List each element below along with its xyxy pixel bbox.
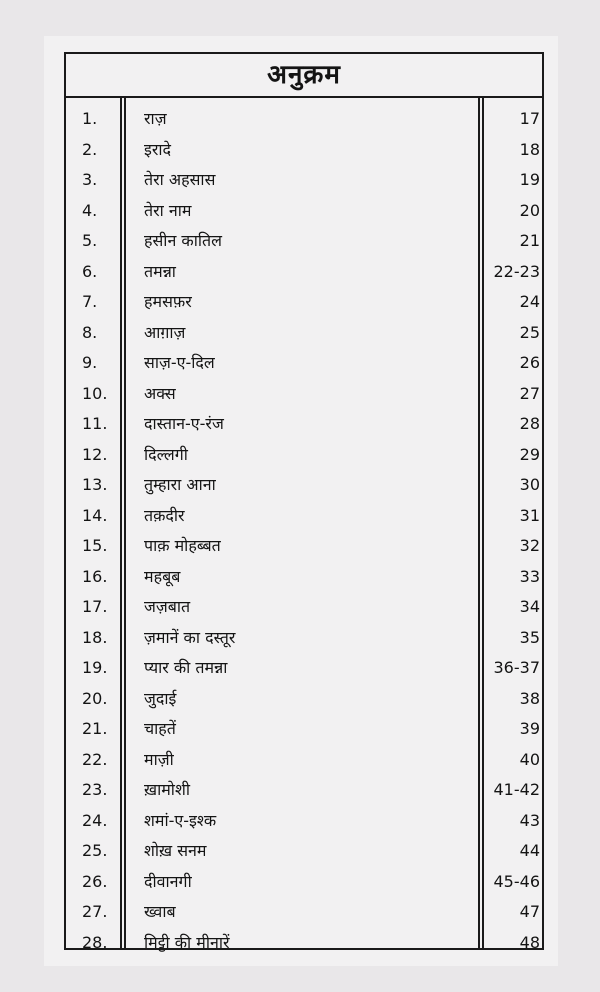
toc-entry bbox=[66, 196, 542, 227]
entry-page-number: 39 bbox=[519, 719, 540, 738]
toc-entry bbox=[66, 836, 542, 867]
entry-number: 6. bbox=[82, 261, 98, 281]
entry-title: इरादे bbox=[144, 139, 172, 159]
entry-page-number: 36-37 bbox=[493, 658, 540, 677]
toc-entry bbox=[66, 104, 542, 135]
toc-entry bbox=[66, 897, 542, 928]
entry-page-number: 19 bbox=[519, 170, 540, 189]
entry-number: 4. bbox=[82, 200, 98, 220]
toc-entry bbox=[66, 714, 542, 745]
toc-entry bbox=[66, 928, 542, 959]
entry-number: 7. bbox=[82, 292, 98, 311]
entry-title: शमां-ए-इश्क bbox=[144, 810, 217, 830]
entry-number: 3. bbox=[82, 170, 98, 189]
entry-number: 12. bbox=[82, 444, 108, 464]
toc-entry bbox=[66, 592, 542, 623]
entry-page-number: 27 bbox=[519, 383, 540, 403]
entry-number: 17. bbox=[82, 597, 108, 616]
entry-number: 16. bbox=[82, 566, 108, 586]
entry-page-number: 32 bbox=[519, 536, 540, 555]
entry-title: मिट्टी की मीनारें bbox=[144, 932, 230, 952]
entry-title: दास्तान-ए-रंज bbox=[144, 414, 224, 433]
entry-title: साज़-ए-दिल bbox=[144, 353, 215, 372]
entry-page-number: 34 bbox=[519, 597, 540, 616]
entry-page-number: 44 bbox=[519, 841, 540, 860]
entry-page-number: 31 bbox=[519, 505, 540, 525]
entry-title: हमसफ़र bbox=[144, 292, 192, 311]
entry-page-number: 25 bbox=[519, 322, 540, 342]
toc-heading: अनुक्रम bbox=[66, 54, 542, 98]
entry-title: आग़ाज़ bbox=[144, 322, 186, 342]
entry-page-number: 38 bbox=[519, 688, 540, 708]
entry-title: प्यार की तमन्ना bbox=[144, 658, 228, 677]
toc-entry bbox=[66, 867, 542, 898]
entry-number: 11. bbox=[82, 414, 108, 433]
toc-entry bbox=[66, 257, 542, 288]
entry-title: ज़मानें का दस्तूर bbox=[144, 627, 236, 647]
toc-entry bbox=[66, 165, 542, 196]
entry-number: 18. bbox=[82, 627, 108, 647]
toc-entry bbox=[66, 379, 542, 410]
entry-number: 8. bbox=[82, 322, 98, 342]
entry-number: 9. bbox=[82, 353, 98, 372]
entry-number: 19. bbox=[82, 658, 108, 677]
entry-number: 21. bbox=[82, 719, 108, 738]
entry-number: 5. bbox=[82, 231, 98, 250]
entry-title: ख़ामोशी bbox=[144, 780, 190, 799]
entry-number: 28. bbox=[82, 932, 108, 952]
entry-number: 24. bbox=[82, 810, 108, 830]
entry-title: तुम्हारा आना bbox=[144, 475, 216, 494]
toc-entry bbox=[66, 806, 542, 837]
entry-page-number: 22-23 bbox=[493, 261, 540, 281]
toc-entry bbox=[66, 318, 542, 349]
toc-entry bbox=[66, 531, 542, 562]
entry-number: 23. bbox=[82, 780, 108, 799]
table-of-contents bbox=[64, 52, 544, 950]
toc-entry bbox=[66, 562, 542, 593]
toc-entry bbox=[66, 287, 542, 318]
toc-entry bbox=[66, 470, 542, 501]
toc-entry bbox=[66, 623, 542, 654]
entry-page-number: 47 bbox=[519, 902, 540, 921]
entry-page-number: 29 bbox=[519, 444, 540, 464]
entry-title: जुदाई bbox=[144, 688, 177, 708]
entry-page-number: 21 bbox=[519, 231, 540, 250]
entry-title: दिल्लगी bbox=[144, 444, 188, 464]
entry-page-number: 18 bbox=[519, 139, 540, 159]
toc-rows bbox=[66, 104, 542, 958]
entry-number: 26. bbox=[82, 871, 108, 891]
entry-title: जज़बात bbox=[144, 597, 191, 616]
toc-entry bbox=[66, 684, 542, 715]
toc-entry bbox=[66, 409, 542, 440]
entry-number: 22. bbox=[82, 749, 108, 769]
entry-title: तेरा नाम bbox=[144, 200, 192, 220]
entry-page-number: 40 bbox=[519, 749, 540, 769]
toc-entry bbox=[66, 440, 542, 471]
entry-number: 13. bbox=[82, 475, 108, 494]
entry-title: पाक़ मोहब्बत bbox=[144, 536, 221, 555]
entry-number: 25. bbox=[82, 841, 108, 860]
entry-page-number: 28 bbox=[519, 414, 540, 433]
entry-title: शोख़ सनम bbox=[144, 841, 207, 860]
entry-page-number: 26 bbox=[519, 353, 540, 372]
entry-title: ख्वाब bbox=[144, 902, 176, 921]
entry-title: राज़ bbox=[144, 109, 167, 128]
entry-title: तेरा अहसास bbox=[144, 170, 216, 189]
entry-number: 20. bbox=[82, 688, 108, 708]
entry-title: अक्स bbox=[144, 383, 176, 403]
entry-title: दीवानगी bbox=[144, 871, 192, 891]
entry-number: 2. bbox=[82, 139, 98, 159]
entry-title: तक़दीर bbox=[144, 505, 185, 525]
toc-entry bbox=[66, 653, 542, 684]
toc-entry bbox=[66, 348, 542, 379]
entry-page-number: 41-42 bbox=[493, 780, 540, 799]
entry-number: 27. bbox=[82, 902, 108, 921]
entry-title: तमन्ना bbox=[144, 261, 176, 281]
entry-page-number: 33 bbox=[519, 566, 540, 586]
entry-page-number: 43 bbox=[519, 810, 540, 830]
toc-entry bbox=[66, 226, 542, 257]
toc-entry bbox=[66, 501, 542, 532]
entry-number: 15. bbox=[82, 536, 108, 555]
entry-title: चाहतें bbox=[144, 719, 176, 738]
entry-page-number: 17 bbox=[519, 109, 540, 128]
entry-page-number: 30 bbox=[519, 475, 540, 494]
entry-number: 1. bbox=[82, 109, 98, 128]
toc-entry bbox=[66, 775, 542, 806]
entry-page-number: 48 bbox=[519, 932, 540, 952]
toc-entry bbox=[66, 135, 542, 166]
entry-page-number: 20 bbox=[519, 200, 540, 220]
entry-number: 14. bbox=[82, 505, 108, 525]
entry-page-number: 24 bbox=[519, 292, 540, 311]
toc-entry bbox=[66, 745, 542, 776]
entry-title: हसीन कातिल bbox=[144, 231, 222, 250]
entry-page-number: 45-46 bbox=[493, 871, 540, 891]
entry-number: 10. bbox=[82, 383, 108, 403]
entry-title: महबूब bbox=[144, 566, 181, 586]
entry-title: माज़ी bbox=[144, 749, 174, 769]
entry-page-number: 35 bbox=[519, 627, 540, 647]
